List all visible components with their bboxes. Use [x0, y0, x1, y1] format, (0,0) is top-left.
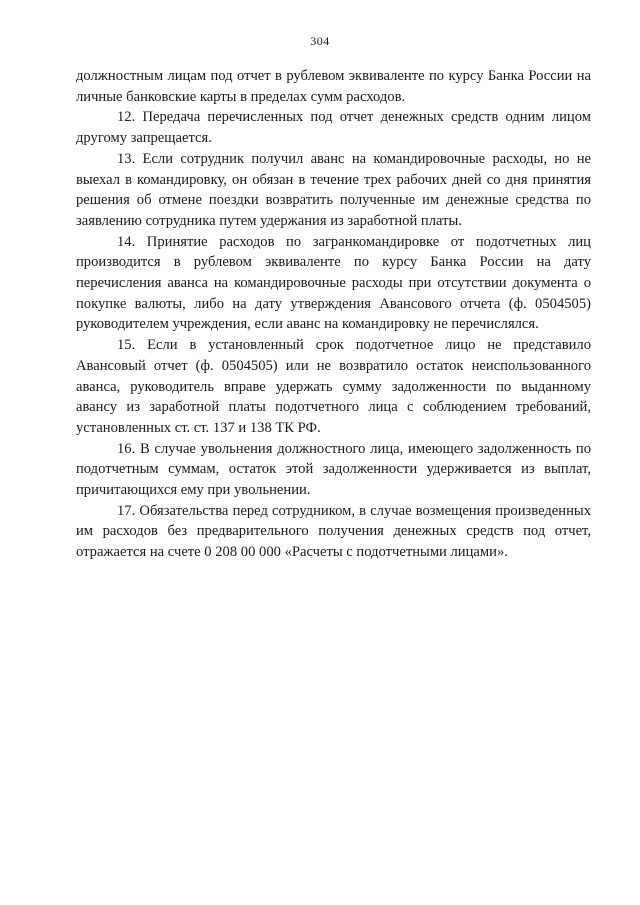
paragraph-17: 17. Обязательства перед сотрудником, в случае возмещения произведенных им расходов без предварительного получения денежных средств под отчет, отражается на счете 0 208 00 000 «Расчеты с подотчетными лицами». [76, 502, 591, 561]
paragraph-12: 12. Передача перечисленных под отчет денежных средств одним лицом другому запрещается. [76, 109, 591, 147]
paragraph-13: 13. Если сотрудник получил аванс на командировочные расходы, но не выехал в командировку, он обязан в течение трех рабочих дней со дня принятия решения об отмене поездки возвратить полученные им денежные средства по заявлению сотрудника путем удержания из заработной платы. [76, 150, 591, 229]
paragraph-15: 15. Если в установленный срок подотчетное лицо не представило Авансовый отчет (ф. 0504505) или не возвратило остаток неиспользованного аванса, руководитель вправе удержать сумму задолженности по выданному авансу из заработной платы подотчетного лица с соблюдением требований, установленных ст. ст. 137 и 138 ТК РФ. [76, 337, 591, 436]
document-body [76, 66, 591, 563]
page-number: 304 [310, 34, 330, 48]
paragraph-16: 16. В случае увольнения должностного лица, имеющего задолженность по подотчетным суммам, остаток этой задолженности удерживается из выплат, причитающихся ему при увольнении. [76, 440, 591, 499]
paragraph-continuation: должностным лицам под отчет в рублевом эквиваленте по курсу Банка России на личные банковские карты в пределах сумм расходов. [76, 68, 591, 105]
paragraph-14: 14. Принятие расходов по загранкомандировке от подотчетных лиц производится в рублевом эквиваленте по курсу Банка России на дату перечисления аванса на командировочные расходы при отсутствии документа о покупке валюты, либо на дату утверждения Авансового отчета (ф. 0504505) руководителем учреждения, если аванс на командировку не перечислялся. [76, 233, 591, 333]
